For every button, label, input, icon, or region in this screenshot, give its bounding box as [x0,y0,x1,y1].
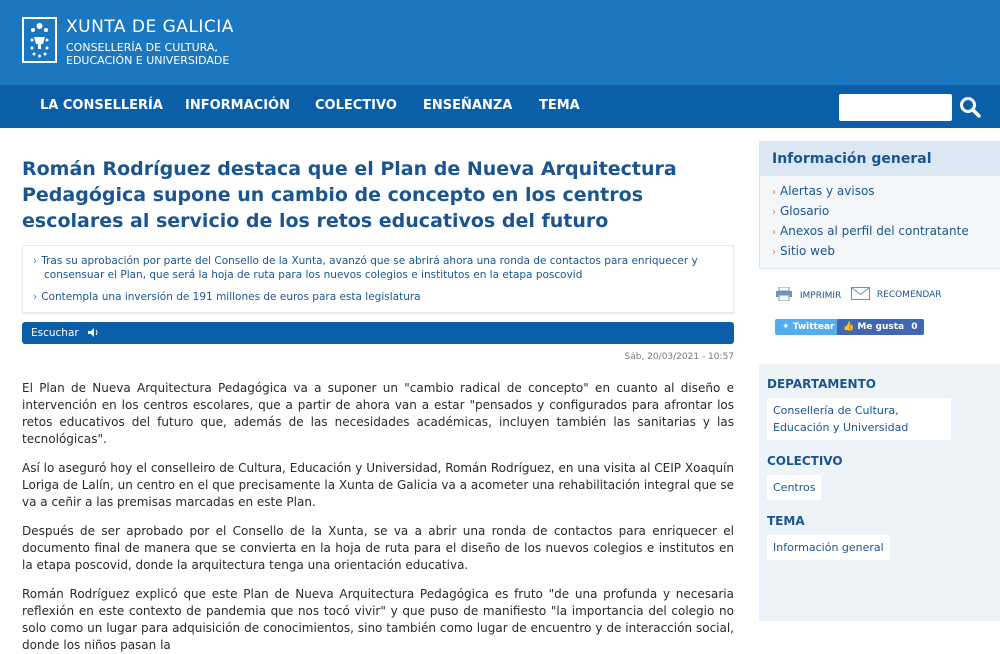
print-button[interactable] [775,287,841,301]
tema-link[interactable]: Información general [767,535,890,560]
taxonomy-box [759,364,1000,621]
thumbs-up-icon: 👍 [843,322,855,332]
info-general-title: Información general [760,142,1000,176]
print-label: IMPRIMIR [799,291,842,301]
brand-title[interactable]: XUNTA DE GALICIA [66,17,234,37]
envelope-icon [851,287,870,300]
share-tools [759,287,1000,305]
arrow-right-icon: › [33,291,38,303]
info-link-sitio-web[interactable] [772,244,994,258]
listen-button[interactable] [22,322,734,344]
article-body [22,380,734,654]
info-link-label: Anexos al perfil del contratante [780,224,969,238]
search-input[interactable] [839,94,952,121]
article-title: Román Rodríguez destaca que el Plan de Nueva Arquitectura Pedagógica supone un cambio de concepto en los centros escolares al servicio de los retos educativos del futuro [22,158,677,232]
chevron-right-icon: › [772,247,776,258]
site-header [0,0,1000,85]
facebook-like-button[interactable] [837,319,924,335]
nav-item-colectivo[interactable]: COLECTIVO [315,98,397,113]
departamento-label: DEPARTAMENTO [767,377,876,391]
nav-item-conselleria[interactable]: LA CONSELLERÍA [40,98,163,113]
xunta-logo-icon[interactable] [22,17,57,63]
article-paragraph: Román Rodríguez explicó que este Plan de Nueva Arquitectura Pedagógica es fruto "de una profunda y necesaria reflexión en este contexto de pandemia que nos tocó vivir" y que puso de manifiesto "la importancia del colegio no solo como un lugar para adquisición de conocimientos, sino también como lugar de encuentro y de interacción social, donde los niños pasan la [22,587,734,652]
nav-item-informacion[interactable]: INFORMACIÓN [185,98,290,113]
lead-item [33,290,723,304]
search-icon[interactable] [959,96,981,118]
info-general-box [759,141,1000,269]
colectivo-link[interactable]: Centros [767,475,821,500]
info-link-label: Alertas y avisos [780,184,875,198]
publish-date: Sáb, 20/03/2021 - 10:57 [624,352,734,362]
chevron-right-icon: › [772,227,776,238]
article-paragraph: El Plan de Nueva Arquitectura Pedagógica va a suponer un "cambio radical de concepto" en cuanto al diseño e intervención en los centros escolares, que a partir de ahora van a estar "pensados y configurados para afrontar los retos educativos del futuro que, además de las necesidades académicas, incluyen también las sanitarias y las tecnológicas". [22,381,734,446]
facebook-count: 0 [911,322,918,332]
brand-subtitle-line-2: EDUCACIÓN E UNIVERSIDADE [66,54,230,67]
chevron-right-icon: › [772,187,776,198]
departamento-link[interactable]: Consellería de Cultura, Educación y Universidad [767,398,951,440]
info-link-label: Sitio web [780,244,835,258]
article-paragraph: Después de ser aprobado por el Consello de la Xunta, se va a abrir una ronda de contactos para enriquecer el documento final de manera que se convierta en la hoja de ruta para el diseño de los nuevos colegios e institutos en la etapa poscovid, donde la arquitectura tenga una orientación educativa. [22,524,734,572]
sidebar [759,141,1000,621]
colectivo-label: COLECTIVO [767,454,843,468]
arrow-right-icon: › [33,255,38,267]
article-lead [22,245,734,313]
speaker-icon [88,327,100,339]
chevron-right-icon: › [772,207,776,218]
listen-label: Escuchar [31,327,79,339]
recommend-label: RECOMENDAR [876,290,942,300]
recommend-button[interactable] [851,287,942,300]
info-link-glosario[interactable] [772,204,994,218]
twitter-label: Twittear [792,322,835,332]
tema-label: TEMA [767,514,805,528]
twitter-bird-icon: ✦ [782,322,790,332]
info-link-anexos[interactable] [772,224,994,238]
article-paragraph: Así lo aseguró hoy el conselleiro de Cultura, Educación y Universidad, Román Rodríguez, en una visita al CEIP Xoaquín Loriga de Lalín, un centro en el que precisamente la Xunta de Galicia va a acometer una rehabilitación integral que se va a ceñir a las premisas marcadas en este Plan. [22,461,734,509]
nav-item-ensenanza[interactable]: ENSEÑANZA [423,98,513,113]
lead-item-text: Tras su aprobación por parte del Consello de la Xunta, avanzó que se abrirá ahora una ronda de contactos para enriquecer y consensuar el Plan, que será la hoja de ruta para los nuevos colegios e institutos en la etapa poscovid [41,255,698,281]
printer-icon [775,287,793,301]
social-buttons [759,319,1000,337]
article-main [22,156,734,654]
twitter-button[interactable] [775,319,841,335]
info-link-label: Glosario [780,204,830,218]
info-link-alertas[interactable] [772,184,994,198]
lead-item [33,254,723,282]
lead-item-text: Contempla una inversión de 191 millones de euros para esta legislatura [41,291,421,303]
brand-subtitle-line-1: CONSELLERÍA DE CULTURA, [66,41,218,54]
info-general-list [760,176,1000,268]
brand-subtitle [66,41,229,67]
nav-item-tema[interactable]: TEMA [539,98,580,113]
facebook-label: Me gusta [857,322,905,332]
